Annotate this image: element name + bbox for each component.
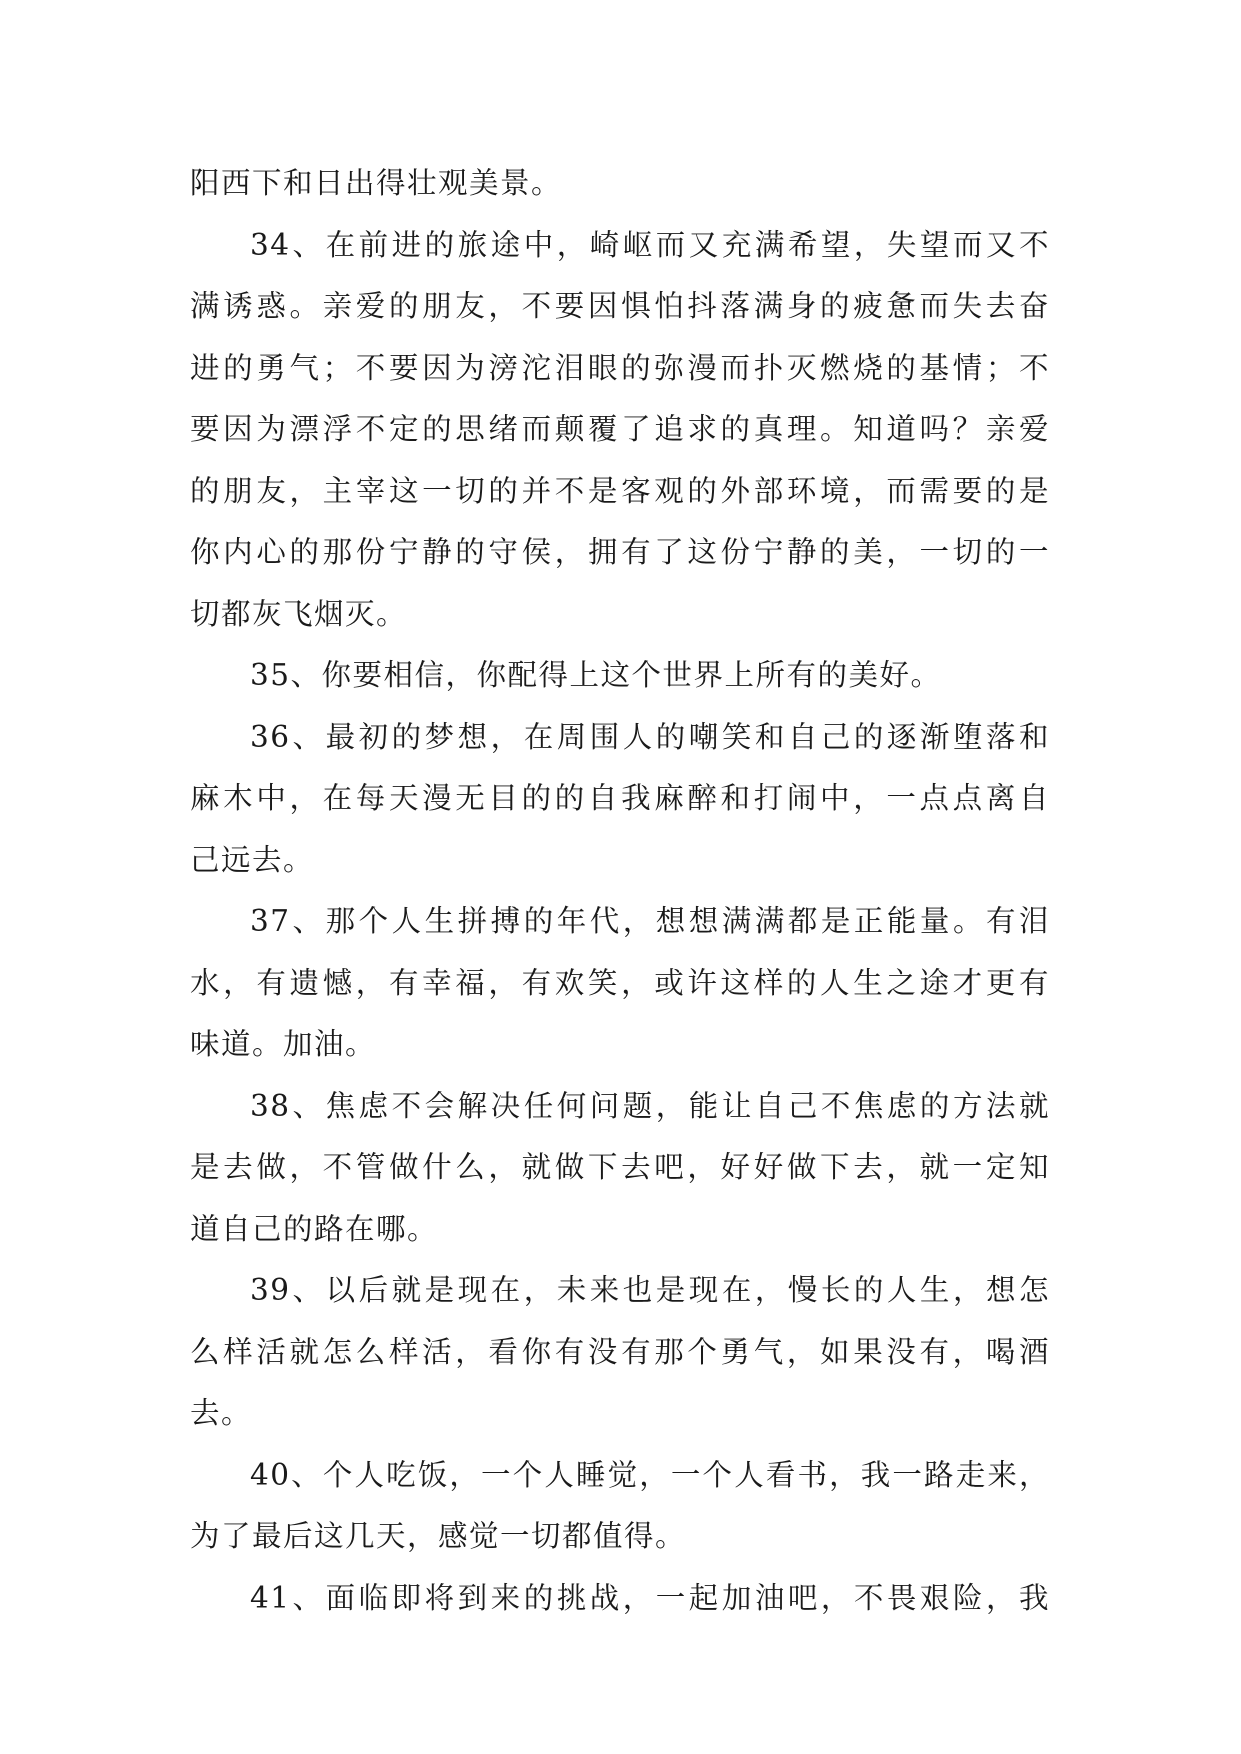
text-line: 要因为漂浮不定的思绪而颠覆了追求的真理。知道吗？亲爱	[190, 412, 1050, 446]
paragraph-first-line: 36、最初的梦想，在周围人的嘲笑和自己的逐渐堕落和	[250, 719, 1050, 754]
text-line: 味道。加油。	[190, 1027, 377, 1061]
text-line: 为了最后这几天，感觉一切都值得。	[190, 1519, 687, 1553]
text-line: 你内心的那份宁静的守侯，拥有了这份宁静的美，一切的一	[190, 535, 1050, 569]
paragraph-first-line: 38、焦虑不会解决任何问题，能让自己不焦虑的方法就	[250, 1088, 1050, 1123]
text-line: 是去做，不管做什么，就做下去吧，好好做下去，就一定知	[190, 1150, 1050, 1184]
text-line: 切都灰飞烟灭。	[190, 596, 408, 631]
text-line: 水，有遗憾，有幸福，有欢笑，或许这样的人生之途才更有	[190, 965, 1050, 1000]
document-body-text	[190, 153, 1050, 1629]
text-line: 么样活就怎么样活，看你有没有那个勇气，如果没有，喝酒	[190, 1334, 1050, 1369]
paragraph-first-line: 39、以后就是现在，未来也是现在，慢长的人生，想怎	[250, 1273, 1050, 1307]
text-line: 道自己的路在哪。	[190, 1211, 439, 1246]
paragraph-first-line: 40、个人吃饭，一个人睡觉，一个人看书，我一路走来，	[250, 1457, 1050, 1492]
text-line: 进的勇气；不要因为滂沱泪眼的弥漫而扑灭燃烧的基情；不	[190, 350, 1050, 385]
paragraph-first-line: 41、面临即将到来的挑战，一起加油吧，不畏艰险，我	[250, 1580, 1050, 1615]
text-line: 阳西下和日出得壮观美景。	[190, 166, 563, 200]
text-line: 己远去。	[190, 842, 315, 877]
text-line: 麻木中，在每天漫无目的的自我麻醉和打闹中，一点点离自	[190, 781, 1050, 815]
text-line: 的朋友，主宰这一切的并不是客观的外部环境，而需要的是	[190, 473, 1050, 508]
paragraph-first-line: 34、在前进的旅途中，崎岖而又充满希望，失望而又不	[250, 227, 1050, 262]
text-line: 满诱惑。亲爱的朋友，不要因惧怕抖落满身的疲惫而失去奋	[190, 289, 1050, 323]
paragraph-first-line: 37、那个人生拼搏的年代，想想满满都是正能量。有泪	[250, 904, 1050, 938]
text-line: 去。	[190, 1396, 253, 1430]
paragraph-first-line: 35、你要相信，你配得上这个世界上所有的美好。	[250, 658, 942, 692]
